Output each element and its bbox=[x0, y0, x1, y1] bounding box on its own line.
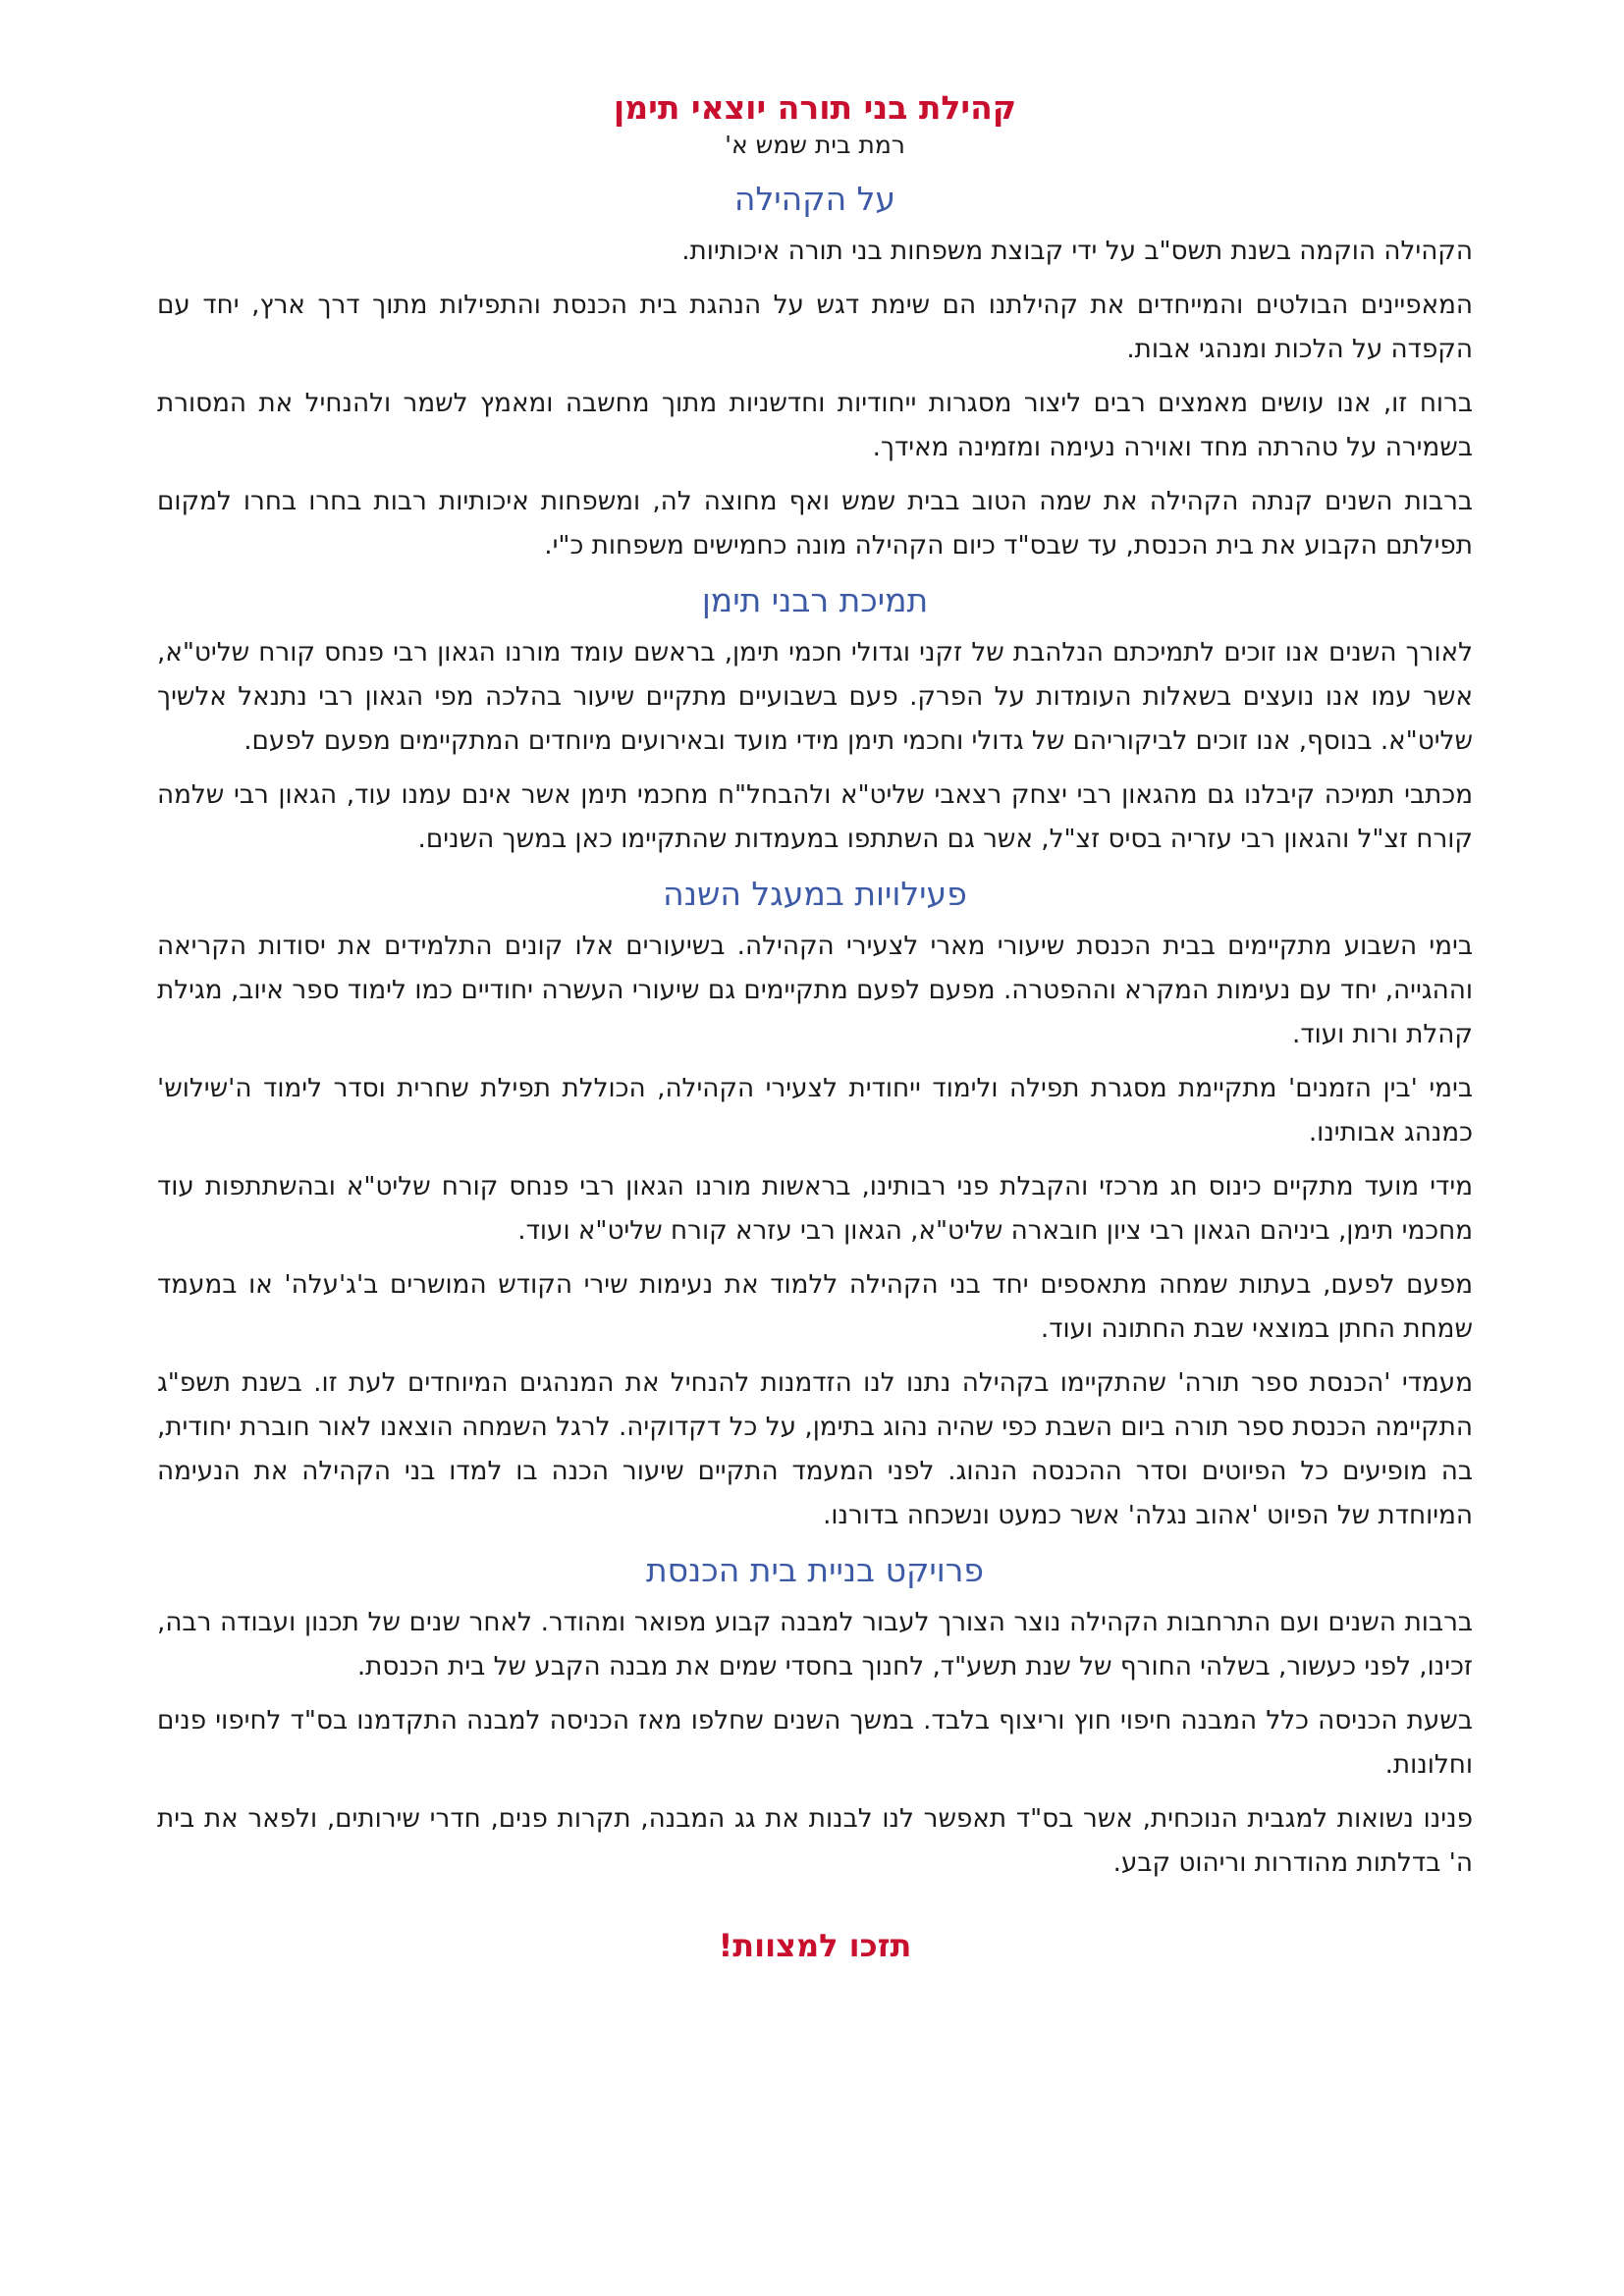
paragraph: הקהילה הוקמה בשנת תשס"ב על ידי קבוצת משפחות בני תורה איכותיות. bbox=[681, 237, 1473, 266]
paragraph: בימי השבוע מתקיימים בבית הכנסת שיעורי מארי לצעירי הקהילה. בשיעורים אלו קונים התלמידים את יסודות הקריאה וההגייה, יחד עם נעימות המקרא וההפטרה. מפעם לפעם מתקיימים גם שיעורי העשרה יחודיים כמו לימוד ספר איוב, מגילת קהלת ורות ועוד. bbox=[157, 932, 1473, 1049]
section-building-project bbox=[157, 1550, 1473, 1886]
section-heading: תמיכת רבני תימן bbox=[701, 581, 929, 619]
paragraph: מעמדי 'הכנסת ספר תורה' שהתקיימו בקהילה נתנו לנו הזדמנות להנחיל את המנהגים המיוחדים לעת זו. בשנת תשפ"ג התקיימה הכנסת ספר תורה ביום השבת כפי שהיה נהוג בתימן, על כל דקדוקיה. לרגל השמחה הוצאנו לאור חוברת יחודית, בה מופיעים כל הפיוטים וסדר ההכנסה הנהוג. לפני המעמד התקיים שיעור הכנה בו למדו בני הקהילה את הנעימה המיוחדת של הפיוט 'אהוב נגלה' אשר כמעט ונשכחה בדורנו. bbox=[157, 1368, 1473, 1530]
paragraph: פנינו נשואות למגבית הנוכחית, אשר בס"ד תאפשר לנו לבנות את גג המבנה, תקרות פנים, חדרי שירותים, ולפאר את בית ה' בדלתות מהודרות וריהוט קבע. bbox=[157, 1804, 1473, 1878]
section-heading: פעילויות במעגל השנה bbox=[663, 875, 967, 913]
paragraph: בימי 'בין הזמנים' מתקיימת מסגרת תפילה ולימוד ייחודית לצעירי הקהילה, הכוללת תפילת שחרית וסדר לימוד ה'שילוש' כמנהג אבותינו. bbox=[157, 1074, 1473, 1148]
paragraph: ברוח זו, אנו עושים מאמצים רבים ליצור מסגרות ייחודיות וחדשניות מתוך מחשבה ומאמץ לשמר ולהנחיל את המסורת בשמירה על טהרתה מחד ואוירה נעימה ומזמינה מאידך. bbox=[157, 389, 1473, 462]
paragraph: לאורך השנים אנו זוכים לתמיכתם הנלהבת של זקני וגדולי חכמי תימן, בראשם עומד מורנו הגאון רבי פנחס קורח שליט"א, אשר עמו אנו נועצים בשאלות העומדות על הפרק. פעם בשבועיים מתקיים שיעור בהלכה מפי הגאון רבי נתנאל אלשיך שליט"א. בנוסף, אנו זוכים לביקוריהם של גדולי וחכמי תימן מידי מועד ובאירועים מיוחדים המתקיימים מפעם לפעם. bbox=[157, 638, 1473, 756]
paragraph: מכתבי תמיכה קיבלנו גם מהגאון רבי יצחק רצאבי שליט"א ולהבחל"ח מחכמי תימן אשר אינם עמנו עוד, הגאון רבי שלמה קורח זצ"ל והגאון רבי עזריה בסיס זצ"ל, אשר גם השתתפו במעמדות שהתקיימו כאן במשך השנים. bbox=[157, 780, 1473, 854]
section-heading: פרויקט בניית בית הכנסת bbox=[645, 1551, 985, 1589]
closing-blessing: תזכו למצוות! bbox=[718, 1927, 912, 1964]
paragraph: מידי מועד מתקיים כינוס חג מרכזי והקבלת פני רבותינו, בראשות מורנו הגאון רבי פנחס קורח שליט"א ובהשתתפות עוד מחכמי תימן, ביניהם הגאון רבי ציון חובארה שליט"א, הגאון רבי עזרא קורח שליט"א ועוד. bbox=[157, 1172, 1473, 1246]
paragraph: מפעם לפעם, בעתות שמחה מתאספים יחד בני הקהילה ללמוד את נעימות שירי הקודש המושרים ב'ג'עלה' או במעמד שמחת החתן במוצאי שבת החתונה ועוד. bbox=[157, 1270, 1473, 1344]
section-heading: על הקהילה bbox=[733, 180, 896, 218]
paragraph: בשעת הכניסה כלל המבנה חיפוי חוץ וריצוף בלבד. במשך השנים שחלפו מאז הכניסה למבנה התקדמנו בס"ד לחיפוי פנים וחלונות. bbox=[157, 1706, 1473, 1780]
paragraph: ברבות השנים ועם התרחבות הקהילה נוצר הצורך לעבור למבנה קבוע מפואר ומהודר. לאחר שנים של תכנון ועבודה רבה, זכינו, לפני כעשור, בשלהי החורף של שנת תשע"ד, לחנוך בחסדי שמים את מבנה הקבע של בית הכנסת. bbox=[157, 1608, 1473, 1682]
page-subtitle: רמת בית שמש א' bbox=[725, 131, 905, 159]
paragraph: ברבות השנים קנתה הקהילה את שמה הטוב בבית שמש ואף מחוצה לה, ומשפחות איכותיות רבות בחרו בחרו למקום תפילתם הקבוע את בית הכנסת, עד שבס"ד כיום הקהילה מונה כחמישים משפחות כ"י. bbox=[157, 487, 1473, 561]
section-about bbox=[157, 179, 1473, 568]
document-page bbox=[157, 79, 1473, 1966]
paragraph: המאפיינים הבולטים והמייחדים את קהילתנו הם שימת דגש על הנהגת בית הכנסת והתפילות מתוך דרך ארץ, יחד עם הקפדה על הלכות ומנהגי אבות. bbox=[157, 291, 1473, 364]
page-title: קהילת בני תורה יוצאי תימן bbox=[613, 88, 1017, 127]
section-activities bbox=[157, 874, 1473, 1538]
section-rabbis-support bbox=[157, 580, 1473, 862]
